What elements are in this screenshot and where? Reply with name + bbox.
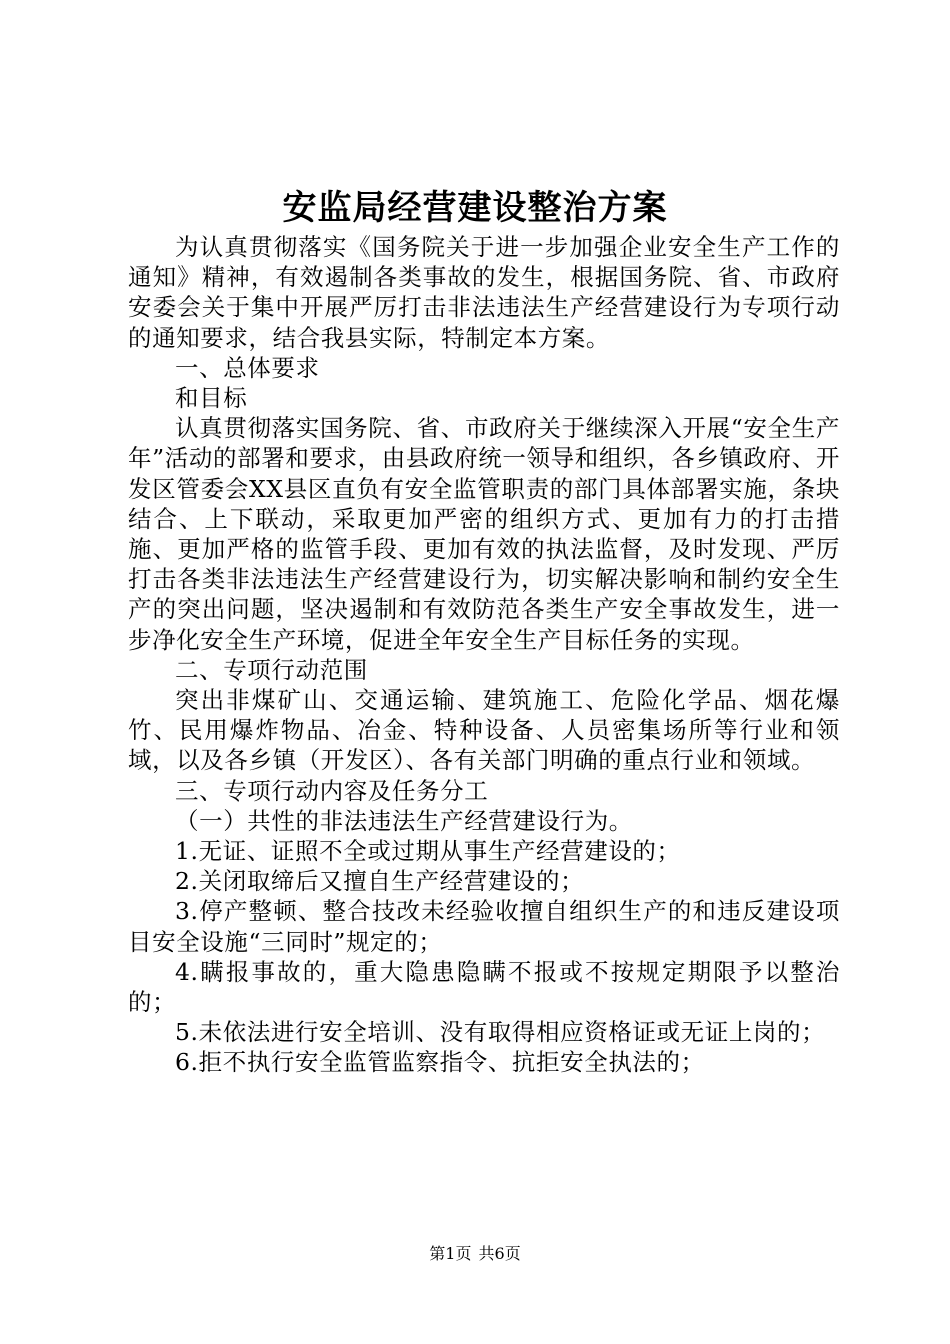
page-number: 第1页 xyxy=(429,1244,472,1263)
paragraph-requirements: 认真贯彻落实国务院、省、市政府关于继续深入开展“安全生产年”活动的部署和要求，由县政府统一领导和组织，各乡镇政府、开发区管委会XX县区直负有安全监管职责的部门具体部署实施，条块结合、上下联动，采取更加严密的组织方式、更加有力的打击措施、更加严格的监管手段、更加有效的执法监督，及时发现、严厉打击各类非法违法生产经营建设行为，切实解决影响和制约安全生产的突出问题，坚决遏制和有效防范各类生产安全事故发生，进一步净化安全生产环境，促进全年安全生产目标任务的实现。 xyxy=(128,414,840,654)
list-item: 3.停产整顿、整合技改未经验收擅自组织生产的和违反建设项目安全设施“三同时”规定的； xyxy=(128,897,840,956)
list-item: 4.瞒报事故的，重大隐患隐瞒不报或不按规定期限予以整治的； xyxy=(128,957,840,1017)
list-item: 1.无证、证照不全或过期从事生产经营建设的； xyxy=(175,837,681,866)
document-title: 安监局经营建设整治方案 xyxy=(282,188,668,228)
list-item: 6.拒不执行安全监管监察指令、抗拒安全执法的； xyxy=(175,1048,705,1077)
section-heading-2: 二、专项行动范围 xyxy=(175,655,368,684)
paragraph-scope: 突出非煤矿山、交通运输、建筑施工、危险化学品、烟花爆竹、民用爆炸物品、冶金、特种设备、人员密集场所等行业和领域，以及各乡镇（开发区）、各有关部门明确的重点行业和领域。 xyxy=(128,686,840,775)
paragraph-intro: 为认真贯彻落实《国务院关于进一步加强企业安全生产工作的通知》精神，有效遏制各类事故的发生，根据国务院、省、市政府安委会关于集中开展严厉打击非法违法生产经营建设行为专项行动的通知要求，结合我县实际，特制定本方案。 xyxy=(128,233,840,352)
list-item: 5.未依法进行安全培训、没有取得相应资格证或无证上岗的； xyxy=(175,1018,826,1047)
section-heading-1: 一、总体要求 xyxy=(175,353,320,382)
page-footer xyxy=(0,1243,950,1265)
list-item: 2.关闭取缔后又擅自生产经营建设的； xyxy=(175,867,585,896)
page-total: 共6页 xyxy=(478,1244,521,1263)
section-heading-3: 三、专项行动内容及任务分工 xyxy=(175,776,489,805)
subsection-heading-1: （一）共性的非法违法生产经营建设行为。 xyxy=(175,806,633,835)
document-body xyxy=(128,232,840,1078)
section-heading-1-cont: 和目标 xyxy=(175,384,248,413)
